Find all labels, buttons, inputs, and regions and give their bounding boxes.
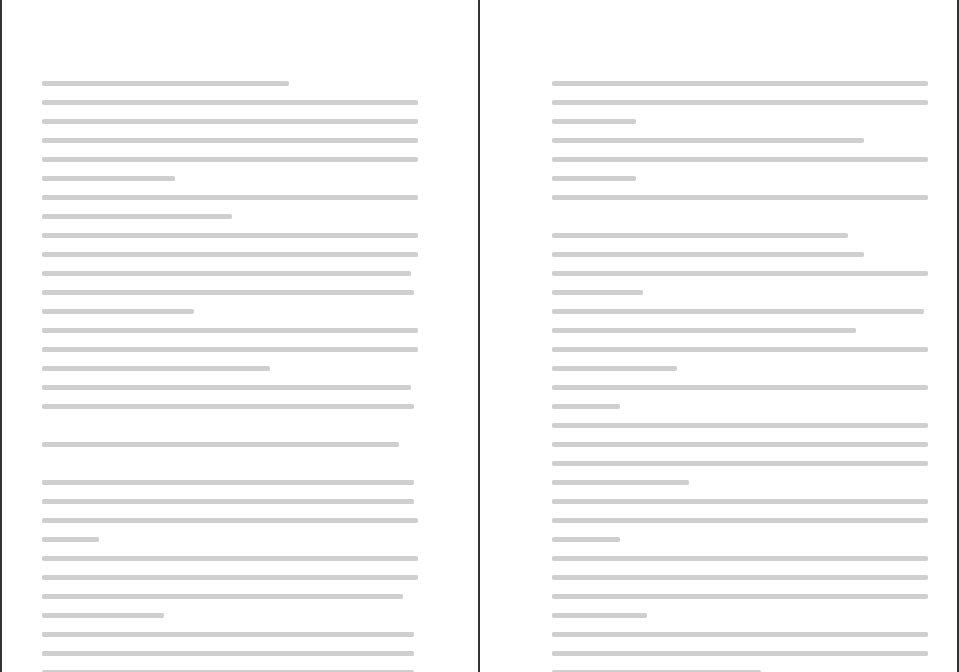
text-line-placeholder-bar [552,480,689,485]
text-line [552,359,936,378]
text-line-placeholder-bar [42,594,403,599]
text-line [42,359,426,378]
text-line [42,397,426,416]
text-line [552,454,936,473]
text-line [42,454,426,473]
text-line-placeholder-bar [42,119,418,124]
text-line-placeholder-bar [42,556,418,561]
text-line [42,207,426,226]
text-line [552,416,936,435]
text-line [42,321,426,340]
text-line-placeholder-bar [552,119,636,124]
text-line [552,568,936,587]
text-line [552,378,936,397]
text-line-placeholder-bar [552,81,928,86]
text-line-placeholder-bar [42,518,418,523]
text-line-placeholder-bar [42,480,414,485]
text-line-placeholder-bar [42,138,418,143]
text-line [42,511,426,530]
text-line-placeholder-bar [552,594,928,599]
text-line [552,131,936,150]
text-line-placeholder-bar [552,423,928,428]
text-line-placeholder-bar [552,499,928,504]
text-line-placeholder-bar [552,556,928,561]
text-line [42,663,426,672]
text-line [552,435,936,454]
text-line [42,530,426,549]
text-line [552,74,936,93]
text-line-placeholder-bar [42,613,164,618]
text-line [552,644,936,663]
text-line-placeholder-bar [552,575,928,580]
text-line-placeholder-bar [42,366,270,371]
text-line [552,150,936,169]
text-line [552,663,936,672]
text-line [42,264,426,283]
text-line-placeholder-bar [42,575,418,580]
text-line [42,606,426,625]
text-line [42,549,426,568]
text-line [42,131,426,150]
text-line [552,606,936,625]
text-line-placeholder-bar [552,195,928,200]
text-line-placeholder-bar [42,328,418,333]
text-line-placeholder-bar [552,404,620,409]
text-line-placeholder-bar [42,385,411,390]
text-line-placeholder-bar [552,328,856,333]
text-line [552,530,936,549]
text-line [42,644,426,663]
text-line-placeholder-bar [552,366,677,371]
text-line [42,340,426,359]
text-line-placeholder-bar [552,442,928,447]
text-line [42,169,426,188]
text-line [552,473,936,492]
text-line [42,625,426,644]
text-line-placeholder-bar [552,252,864,257]
text-line-placeholder-bar [42,176,175,181]
text-line [42,74,426,93]
text-line [552,93,936,112]
text-line-placeholder-bar [42,442,399,447]
text-line [552,549,936,568]
text-line [42,245,426,264]
text-line [42,112,426,131]
text-line-placeholder-bar [552,651,928,656]
text-line [552,207,936,226]
text-line-placeholder-bar [552,290,643,295]
text-line [42,492,426,511]
text-line [552,112,936,131]
text-line [552,625,936,644]
text-line-placeholder-bar [42,157,418,162]
text-line [42,226,426,245]
text-line [42,302,426,321]
text-line-placeholder-bar [42,214,232,219]
text-line [552,245,936,264]
text-line-placeholder-bar [42,404,414,409]
text-line [42,150,426,169]
text-line-placeholder-bar [552,632,928,637]
text-line [42,416,426,435]
text-line [42,435,426,454]
text-line [552,188,936,207]
text-line-placeholder-bar [552,271,928,276]
text-line [42,188,426,207]
text-line [552,169,936,188]
text-line-placeholder-bar [552,176,636,181]
right-page-text [552,74,936,672]
text-line-placeholder-bar [552,100,928,105]
text-line [552,226,936,245]
text-line-placeholder-bar [552,461,928,466]
text-line-placeholder-bar [552,309,924,314]
text-line [42,473,426,492]
text-line-placeholder-bar [552,347,928,352]
text-line [552,302,936,321]
text-line-placeholder-bar [42,309,194,314]
text-line-placeholder-bar [42,271,411,276]
text-line-placeholder-bar [42,651,414,656]
text-line-placeholder-bar [42,290,414,295]
text-line [552,511,936,530]
text-line [42,568,426,587]
text-line [552,587,936,606]
text-line [42,93,426,112]
text-line [42,587,426,606]
text-line-placeholder-bar [42,347,418,352]
left-page [2,0,478,672]
text-line-placeholder-bar [42,233,418,238]
text-line-placeholder-bar [42,100,418,105]
text-line-placeholder-bar [42,195,418,200]
text-line-placeholder-bar [552,613,647,618]
text-line-placeholder-bar [552,385,928,390]
text-line [552,283,936,302]
text-line [42,283,426,302]
text-line [552,264,936,283]
text-line-placeholder-bar [552,518,928,523]
text-line-placeholder-bar [42,499,414,504]
text-line [552,397,936,416]
text-line-placeholder-bar [552,233,848,238]
text-line [552,340,936,359]
text-line-placeholder-bar [42,81,289,86]
left-page-text [42,74,426,672]
text-line-placeholder-bar [42,632,414,637]
text-line-placeholder-bar [552,537,620,542]
right-page [480,0,956,672]
text-line [42,378,426,397]
text-line-placeholder-bar [42,537,99,542]
text-line [552,321,936,340]
text-line-placeholder-bar [552,138,864,143]
text-line-placeholder-bar [552,157,928,162]
text-line [552,492,936,511]
text-line-placeholder-bar [42,252,418,257]
